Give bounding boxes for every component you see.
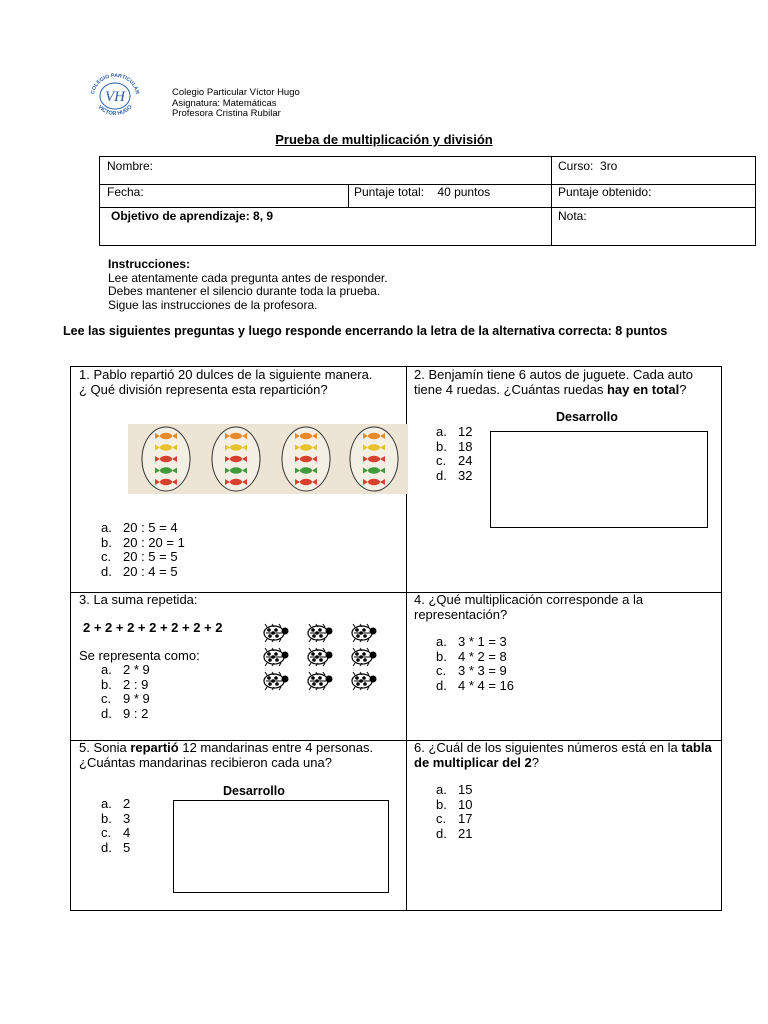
- option-c[interactable]: c. 24: [436, 453, 473, 468]
- option-d[interactable]: d. 32: [436, 467, 473, 483]
- ladybug-icon: [308, 648, 333, 666]
- puntaje-obtenido-field[interactable]: Puntaje obtenido:: [558, 185, 652, 199]
- instruction-line: Debes mantener el silencio durante toda la prueba.: [108, 284, 381, 298]
- ladybug-illustration: [256, 622, 381, 692]
- candy: [230, 467, 242, 473]
- section-instruction: Lee las siguientes preguntas y luego responde encerrando la letra de la alternativa correcta: 8 puntos: [63, 324, 668, 338]
- question-3-prompt: Se representa como:: [79, 648, 200, 663]
- candy: [368, 467, 380, 473]
- ladybug-icon: [264, 648, 289, 666]
- ladybug-icon: [308, 672, 333, 690]
- question-4-options: [436, 635, 514, 693]
- subject: Asignatura: Matemáticas: [172, 97, 277, 109]
- question-1-options: [101, 521, 185, 579]
- option-d[interactable]: d. 9 : 2: [101, 705, 149, 721]
- candy: [160, 456, 172, 462]
- desarrollo-label: Desarrollo: [223, 784, 285, 798]
- ladybug-icon: [352, 648, 377, 666]
- option-a[interactable]: a. 2: [101, 796, 131, 811]
- option-c[interactable]: c. 20 : 5 = 5: [101, 549, 178, 564]
- question-5-options: [101, 797, 130, 855]
- option-c[interactable]: c. 3 * 3 = 9: [436, 663, 507, 678]
- candy: [160, 479, 172, 485]
- option-b[interactable]: b. 3: [101, 810, 131, 826]
- puntaje-total: [354, 185, 490, 199]
- option-c[interactable]: c. 4: [101, 825, 131, 840]
- option-c[interactable]: c. 17: [436, 811, 473, 826]
- question-3-options: [101, 663, 150, 721]
- page-title: Prueba de multiplicación y división: [275, 132, 493, 147]
- option-b[interactable]: b. 10: [436, 796, 473, 812]
- instructions-heading: Instrucciones:: [108, 257, 191, 271]
- desarrollo-box[interactable]: [173, 800, 389, 893]
- candy: [368, 433, 380, 439]
- desarrollo-box[interactable]: [490, 431, 708, 528]
- candy-illustration: [128, 424, 408, 494]
- logo-text-bottom: VICTOR HUGO: [96, 104, 134, 118]
- option-a[interactable]: a. 2 * 9: [101, 662, 150, 677]
- ladybug-icon: [264, 672, 289, 690]
- candy: [300, 467, 312, 473]
- nombre-field[interactable]: Nombre:: [107, 159, 154, 173]
- nota-field[interactable]: Nota:: [558, 209, 587, 223]
- option-b[interactable]: b. 18: [436, 438, 473, 454]
- logo-monogram: VH: [105, 89, 125, 105]
- fecha-field[interactable]: Fecha:: [107, 185, 144, 199]
- option-b[interactable]: b. 4 * 2 = 8: [436, 648, 507, 664]
- question-2-text: 2. Benjamín tiene 6 autos de juguete. Cada auto tiene 4 ruedas. ¿Cuántas ruedas hay en total?: [414, 367, 693, 397]
- question-2-options: [436, 425, 472, 483]
- curso-label: Curso:: [558, 159, 594, 173]
- instruction-line: Lee atentamente cada pregunta antes de responder.: [108, 270, 388, 285]
- puntaje-total-label: Puntaje total:: [354, 185, 425, 199]
- school-logo: [86, 72, 144, 118]
- option-b[interactable]: b. 2 : 9: [101, 676, 149, 692]
- option-a[interactable]: a. 15: [436, 782, 473, 797]
- option-d[interactable]: d. 20 : 4 = 5: [101, 563, 178, 579]
- candy: [160, 467, 172, 473]
- logo-text-top: COLEGIO PARTICULAR: [90, 72, 140, 95]
- school-info: [172, 88, 300, 120]
- candy: [160, 444, 172, 450]
- question-6-text: 6. ¿Cuál de los siguientes números está en la tabla de multiplicar del 2?: [414, 740, 712, 770]
- teacher: Profesora Cristina Rubilar: [172, 108, 281, 119]
- questions-grid: [70, 366, 722, 911]
- option-d[interactable]: d. 21: [436, 825, 473, 841]
- repeated-sum: 2 + 2 + 2 + 2 + 2 + 2 + 2: [83, 621, 223, 635]
- option-a[interactable]: a. 3 * 1 = 3: [436, 634, 507, 649]
- puntaje-total-value: 40 puntos: [437, 185, 491, 199]
- instructions: [108, 258, 388, 312]
- option-d[interactable]: d. 5: [101, 839, 131, 855]
- question-3-text: 3. La suma repetida:: [79, 592, 198, 607]
- candy: [300, 444, 312, 450]
- objetivo: Objetivo de aprendizaje: 8, 9: [111, 209, 274, 223]
- question-4-text: 4. ¿Qué multiplicación corresponde a la representación?: [414, 592, 644, 622]
- ladybug-icon: [352, 624, 377, 642]
- option-d[interactable]: d. 4 * 4 = 16: [436, 677, 515, 693]
- candy: [300, 456, 312, 462]
- candy: [230, 444, 242, 450]
- candy: [230, 433, 242, 439]
- desarrollo-label: Desarrollo: [556, 410, 618, 424]
- candy: [368, 456, 380, 462]
- question-1-text: 1. Pablo repartió 20 dulces de la siguiente manera. ¿ Qué división representa esta repartición?: [79, 367, 373, 397]
- candy: [160, 433, 172, 439]
- candy: [230, 456, 242, 462]
- curso-value: 3ro: [600, 159, 618, 173]
- ladybug-icon: [308, 624, 333, 642]
- candy: [368, 444, 380, 450]
- candy: [300, 433, 312, 439]
- option-a[interactable]: a. 12: [436, 424, 473, 439]
- candy: [368, 479, 380, 485]
- curso-field: [558, 159, 617, 173]
- svg-text:VICTOR HUGO: [96, 104, 134, 117]
- ladybug-icon: [264, 624, 289, 642]
- option-b[interactable]: b. 20 : 20 = 1: [101, 534, 185, 550]
- option-c[interactable]: c. 9 * 9: [101, 691, 150, 706]
- candy: [230, 479, 242, 485]
- option-a[interactable]: a. 20 : 5 = 4: [101, 520, 178, 535]
- ladybug-icon: [352, 672, 377, 690]
- student-info-table: [99, 156, 756, 246]
- question-5-text: 5. Sonia repartió 12 mandarinas entre 4 personas. ¿Cuántas mandarinas recibieron cada una?: [79, 740, 374, 770]
- candy: [300, 479, 312, 485]
- school-name: Colegio Particular Víctor Hugo: [172, 87, 300, 98]
- question-6-options: [436, 783, 472, 841]
- instruction-line: Sigue las instrucciones de la profesora.: [108, 297, 318, 312]
